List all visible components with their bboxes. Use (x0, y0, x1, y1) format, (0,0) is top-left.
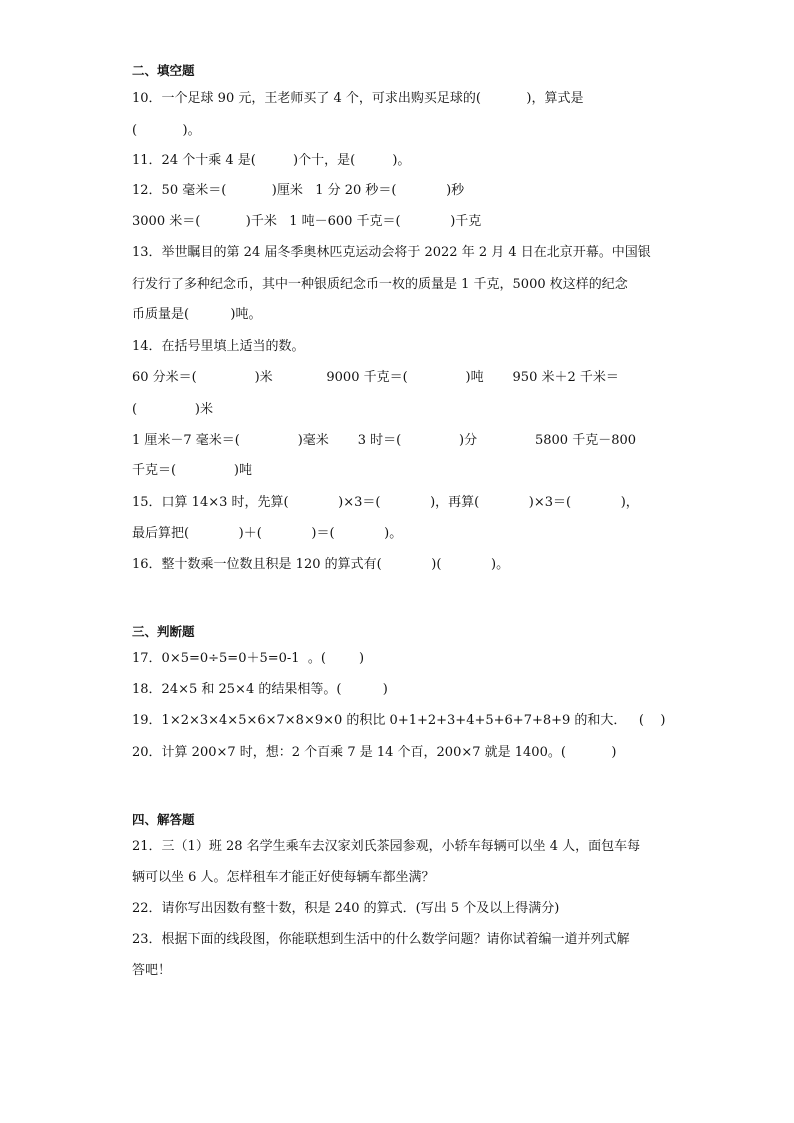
question-14-line-3: 1 厘米－7 毫米＝( )毫米 3 时＝( )分 5800 千克－800 (132, 433, 637, 448)
question-23-line-1: 23．根据下面的线段图，你能联想到生活中的什么数学问题？请你试着编一道并列式解 (132, 932, 630, 947)
question-21-line-1: 21．三（1）班 28 名学生乘车去汉家刘氏茶园参观，小轿车每辆可以坐 4 人，面包车每 (132, 839, 641, 854)
question-12-line-1: 12．50 毫米＝( )厘米 1 分 20 秒＝( )秒 (132, 183, 465, 198)
question-16: 16．整十数乘一位数且积是 120 的算式有( )( )。 (132, 557, 510, 572)
question-21-line-2: 辆可以坐 6 人。怎样租车才能正好使每辆车都坐满？ (132, 870, 435, 885)
question-13-line-3: 币质量是( )吨。 (132, 307, 262, 322)
question-14-line-2: ( )米 (132, 402, 213, 417)
question-15-line-2: 最后算把( )＋( )＝( )。 (132, 526, 403, 541)
question-22: 22．请你写出因数有整十数，积是 240 的算式．(写出 5 个及以上得满分) (132, 901, 560, 916)
question-10-line-2: ( )。 (132, 123, 201, 138)
question-10-line-1: 10．一个足球 90 元，王老师买了 4 个，可求出购买足球的( )，算式是 (132, 91, 584, 106)
question-13-line-1: 13．举世瞩目的第 24 届冬季奥林匹克运动会将于 2022 年 2 月 4 日在北京开幕。中国银 (132, 245, 651, 260)
section-heading-solve: 四、解答题 (132, 812, 195, 827)
section-heading-judge: 三、判断题 (132, 624, 195, 639)
question-14-line-4: 千克＝( )吨 (132, 463, 252, 478)
question-19: 19．1×2×3×4×5×6×7×8×9×0 的积比 0+1+2+3+4+5+6+7+8+9 的和大． ( ) (132, 713, 666, 728)
question-11: 11．24 个十乘 4 是( )个十，是( )。 (132, 153, 411, 168)
question-17: 17．0×5=0÷5=0＋5=0-1 。( ) (132, 651, 365, 666)
section-heading-fill: 二、填空题 (132, 63, 195, 78)
question-20: 20．计算 200×7 时，想：2 个百乘 7 是 14 个百，200×7 就是 1400。( ) (132, 745, 617, 760)
question-14-line-1: 60 分米＝( )米 9000 千克＝( )吨 950 米＋2 千米＝ (132, 370, 619, 385)
question-18: 18．24×5 和 25×4 的结果相等。( ) (132, 682, 388, 697)
question-12-line-2: 3000 米＝( )千米 1 吨－600 千克＝( )千克 (132, 214, 482, 229)
question-23-line-2: 答吧！ (132, 963, 172, 978)
question-13-line-2: 行发行了多种纪念币，其中一种银质纪念币一枚的质量是 1 千克，5000 枚这样的纪念 (132, 277, 628, 292)
question-15-line-1: 15．口算 14×3 时，先算( )×3＝( )，再算( )×3＝( )， (132, 495, 639, 510)
question-14-intro: 14．在括号里填上适当的数。 (132, 339, 305, 354)
